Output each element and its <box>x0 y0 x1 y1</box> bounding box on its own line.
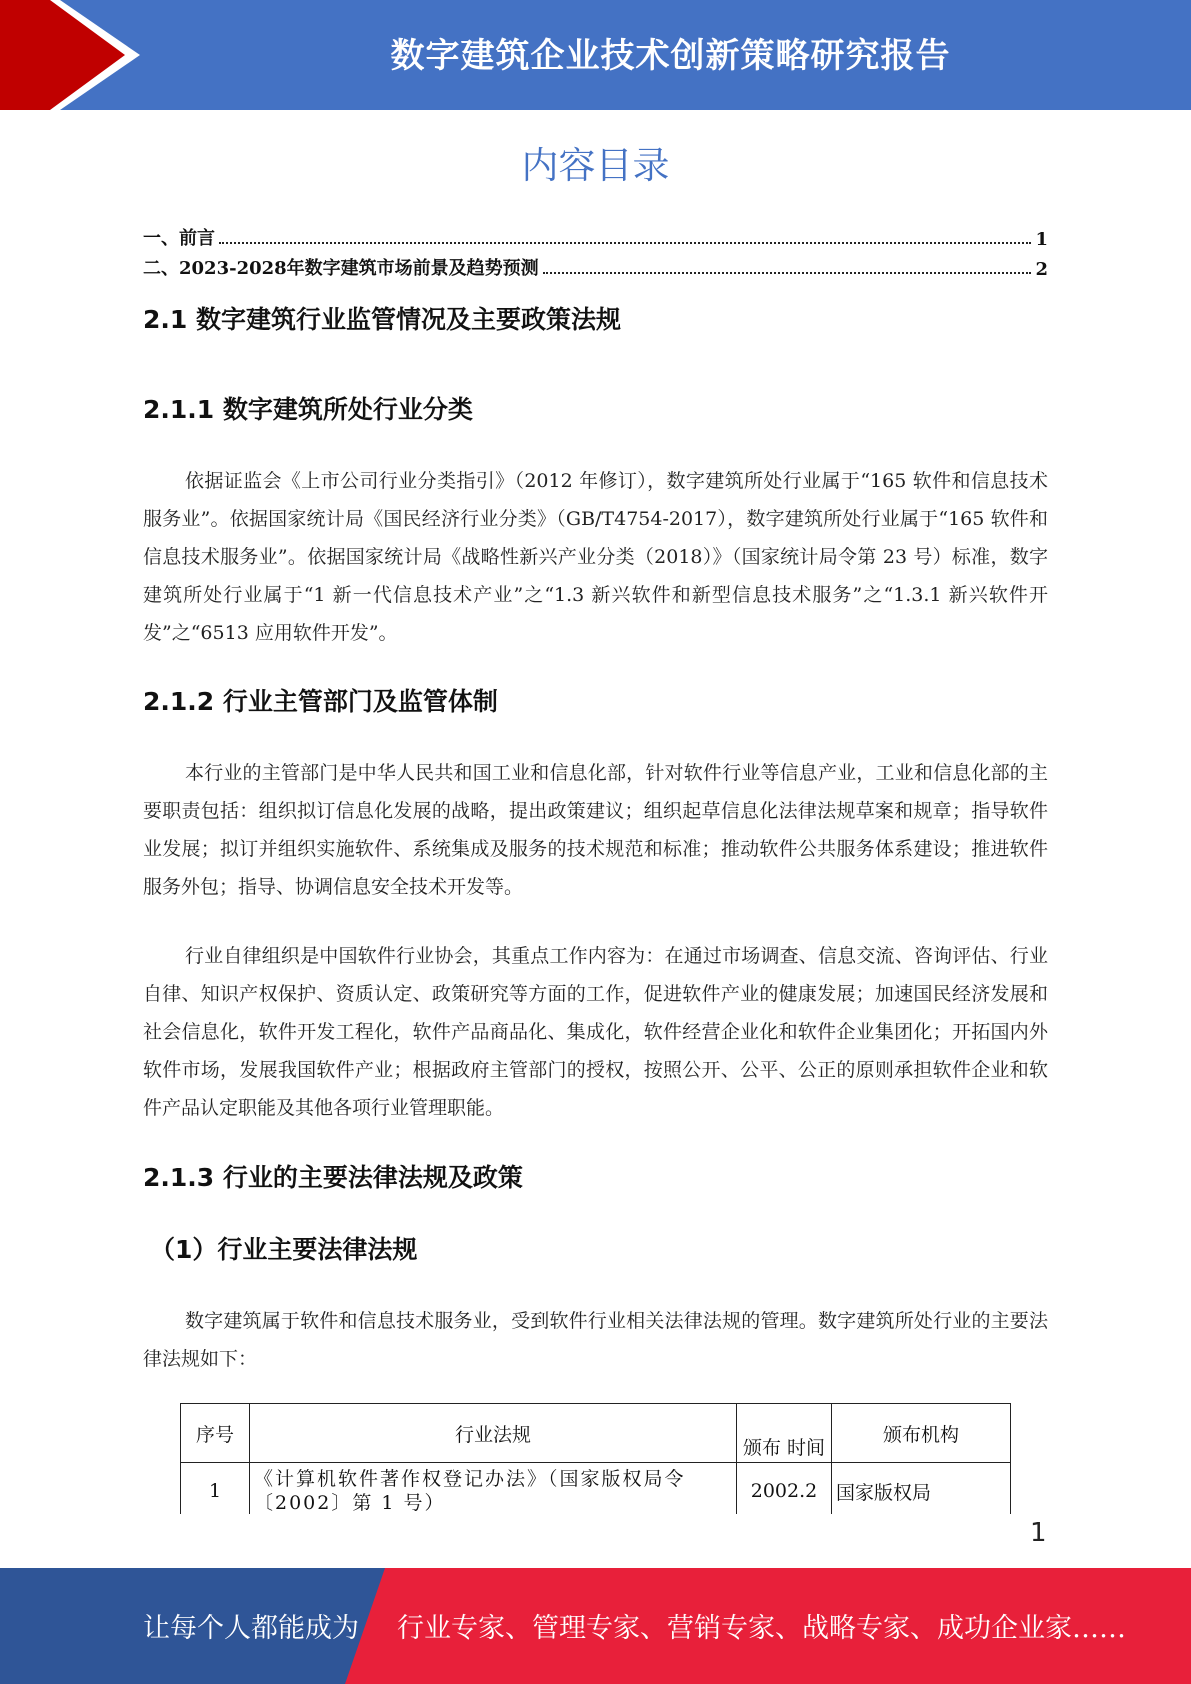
subsection-heading: （1）行业主要法律法规 <box>150 1235 418 1264</box>
cell-org: 国家版权局 <box>832 1463 1011 1520</box>
toc-entry-label: 一、前言 <box>143 228 215 249</box>
page-number: 1 <box>1030 1518 1047 1548</box>
toc-entry-label: 二、2023-2028年数字建筑市场前景及趋势预测 <box>143 258 539 279</box>
section-heading: 2.1 数字建筑行业监管情况及主要政策法规 <box>143 305 621 334</box>
header-chevron-icon <box>0 0 160 110</box>
toc-entry-page: 1 <box>1035 229 1048 250</box>
paragraph: 行业自律组织是中国软件行业协会，其重点工作内容为：在通过市场调查、信息交流、咨询评估、行业自律、知识产权保护、资质认定、政策研究等方面的工作，促进软件产业的健康发展；加速国民经济发展和社会信息化，软件开发工程化，软件产品商品化、集成化，软件经营企业化和软件企业集团化；开拓国内外软件市场，发展我国软件产业；根据政府主管部门的授权，按照公开、公平、公正的原则承担软件企业和软件产品认定职能及其他各项行业管理职能。 <box>143 945 1048 1119</box>
section-heading: 2.1.2 行业主管部门及监管体制 <box>143 687 498 716</box>
regulations-table <box>180 1403 1011 1520</box>
footer-banner <box>0 1568 1191 1684</box>
paragraph: 依据证监会《上市公司行业分类指引》（2012 年修订），数字建筑所处行业属于“165 软件和信息技术服务业”。依据国家统计局《国民经济行业分类》（GB/T4754-2017），数字建筑所处行业属于“165 软件和信息技术服务业”。依据国家统计局《战略性新兴产业分类（2018）》（国家统计局令第 23 号）标准，数字建筑所处行业属于“1 新一代信息技术产业”之“1.3 新兴软件和新型信息技术服务”之“1.3.1 新兴软件开发”之“6513 应用软件开发”。 <box>143 470 1048 644</box>
section-heading: 2.1.1 数字建筑所处行业分类 <box>143 395 473 424</box>
toc-leader <box>219 242 1031 244</box>
paragraph: 数字建筑属于软件和信息技术服务业，受到软件行业相关法律法规的管理。数字建筑所处行业的主要法律法规如下： <box>143 1310 1048 1370</box>
table-header-row <box>181 1404 1011 1463</box>
report-title: 数字建筑企业技术创新策略研究报告 <box>390 36 951 76</box>
col-header-law: 行业法规 <box>250 1404 737 1463</box>
footer-slogan-left: 让每个人都能成为 <box>143 1613 359 1644</box>
section-heading: 2.1.3 行业的主要法律法规及政策 <box>143 1163 523 1192</box>
col-header-no: 序号 <box>181 1404 250 1463</box>
cell-no: 1 <box>181 1463 250 1520</box>
header-bar <box>0 0 1191 110</box>
toc-title: 内容目录 <box>521 144 670 187</box>
toc-entry[interactable] <box>143 224 1048 250</box>
col-header-time: 颁布 时间 <box>737 1404 832 1463</box>
footer-slogan-right: 行业专家、管理专家、营销专家、战略专家、成功企业家…… <box>397 1613 1126 1644</box>
paragraph: 本行业的主管部门是中华人民共和国工业和信息化部，针对软件行业等信息产业，工业和信息化部的主要职责包括：组织拟订信息化发展的战略，提出政策建议；组织起草信息化法律法规草案和规章；指导软件业发展；拟订并组织实施软件、系统集成及服务的技术规范和标准；推动软件公共服务体系建设；推进软件服务外包；指导、协调信息安全技术开发等。 <box>143 762 1048 898</box>
toc-entry-page: 2 <box>1035 259 1048 280</box>
cell-time: 2002.2 <box>737 1463 832 1520</box>
toc-leader <box>543 272 1032 274</box>
table-row <box>181 1463 1011 1520</box>
col-header-org: 颁布机构 <box>832 1404 1011 1463</box>
cell-law: 《计算机软件著作权登记办法》（国家版权局令〔2002〕第 1 号） <box>250 1463 737 1520</box>
toc-entry[interactable] <box>143 254 1048 280</box>
table-page-break <box>170 1514 1030 1554</box>
